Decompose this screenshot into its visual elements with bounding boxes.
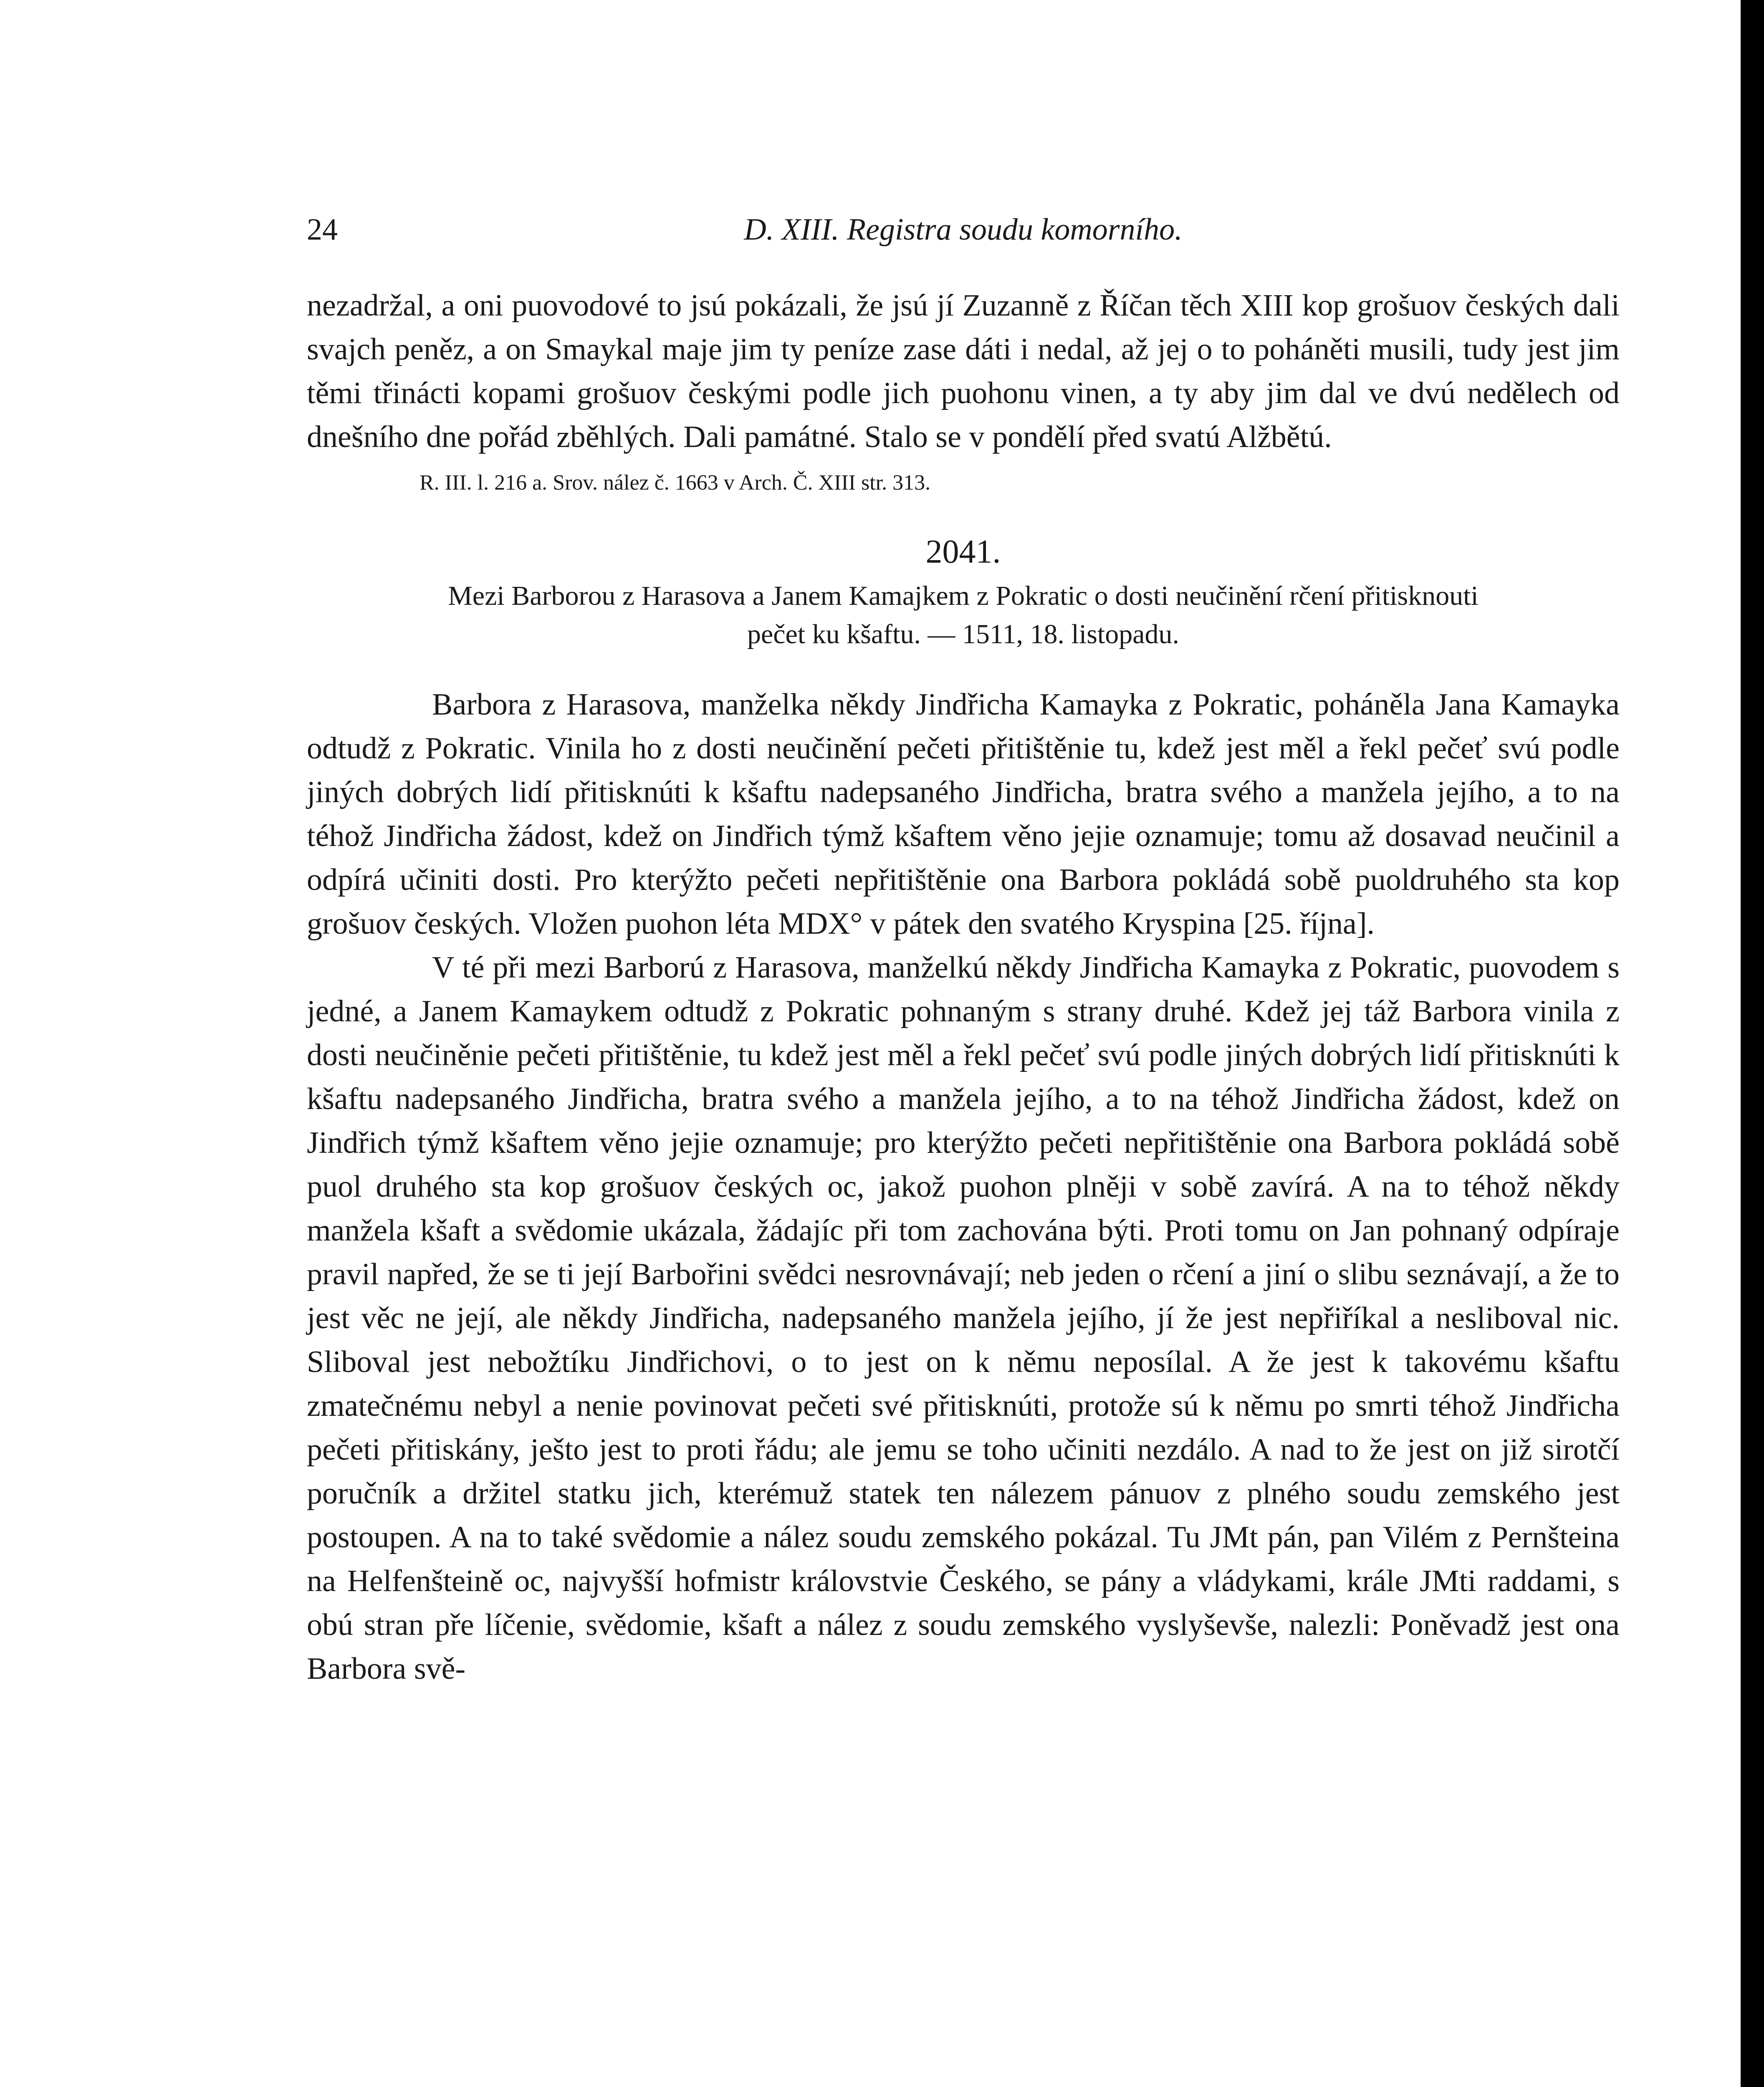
entry-paragraph-summons: Barbora z Harasova, manželka někdy Jindřicha Kamayka z Pokratic, poháněla Jana Kamayka odtudž z Pokratic. Vinila ho z dosti neučinění pečeti přitištěnie tu, kdež jest měl a řekl pečeť svú podle jiných dobrých lidí přitisknúti k kšaftu nadepsaného Jindřicha, bratra svého a manžela jejího, a to na téhož Jindřicha žádost, kdež on Jindřich týmž kšaftem věno jejie oznamuje; tomu až dosavad neučinil a odpírá učiniti dosti. Pro kterýžto pečeti nepřitištěnie ona Barbora pokládá sobě puoldruhého sta kop grošuov českých. Vložen puohon léta MDX° v pátek den svatého Kryspina [25. října]. (307, 687, 1620, 941)
entry-summary-line: pečet ku kšaftu. — 1511, 18. listopadu. (747, 619, 1180, 649)
entry-summary (307, 577, 1620, 654)
entry-paragraph-judgment: V té při mezi Barború z Harasova, manželkú někdy Jindřicha Kamayka z Pokratic, puovodem s jedné, a Janem Kamaykem odtudž z Pokratic pohnaným s strany druhé. Kdež jej táž Barbora vinila z dosti neučiněnie pečeti přitištěnie, tu kdež jest měl a řekl pečeť svú podle jiných dobrých lidí přitisknúti k kšaftu nadepsaného Jindřicha, bratra svého a manžela jejího, a to na téhož Jindřicha žádost, kdež on Jindřich týmž kšaftem věno jejie oznamuje; pro kterýžto pečeti nepřitištěnie ona Barbora pokládá sobě puol druhého sta kop grošuov českých oc, jakož puohon plněji v sobě zavírá. A na to téhož někdy manžela kšaft a svědomie ukázala, žádajíc při tom zachována býti. Proti tomu on Jan pohnaný odpíraje pravil napřed, že se ti její Barbořini svědci nesrovnávají; neb jeden o rčení a jiní o slibu seznávají, a že to jest věc ne její, ale někdy Jindřicha, nadepsaného manžela jejího, jí že jest nepřiříkal a nesliboval nic. Sliboval jest nebožtíku Jindřichovi, o to jest on k němu neposílal. A že jest k takovému kšaftu zmatečnému nebyl a nenie povinovat pečeti své přitisknúti, protože sú k němu po smrti téhož Jindřicha pečeti přitiskány, ješto jest to proti řádu; ale jemu se toho učiniti nezdálo. A nad to že jest on již sirotčí poručník a držitel statku jich, kterémuž statek ten nálezem pánuov z plného soudu zemského jest postoupen. A na to také svědomie a nález soudu zemského pokázal. Tu JMt pán, pan Vilém z Pernšteina na Helfenšteině oc, najvyšší hofmistr královstvie Českého, se pány a vládykami, krále JMti raddami, s obú stran pře líčenie, svědomie, kšaft a nález z soudu zemského vyslyševše, nalezli: Poněvadž jest ona Barbora svě- (307, 950, 1620, 1686)
page-content (307, 284, 1620, 1691)
reference-note: R. III. l. 216 a. Srov. nález č. 1663 v Arch. Č. XIII str. 313. (420, 471, 931, 495)
entry-summary-line: Mezi Barborou z Harasova a Janem Kamajkem z Pokratic o dosti neučinění rčení přitisknouti (448, 581, 1478, 611)
running-title: D. XIII. Registra soudu komorního. (744, 212, 1183, 247)
entry-number: 2041. (925, 533, 1001, 570)
continued-paragraph: nezadržal, a oni puovodové to jsú pokázali, že jsú jí Zuzanně z Říčan těch XIII kop grošuov českých dali svajch peněz, a on Smaykal maje jim ty peníze zase dáti i nedal, až jej o to poháněti musili, tudy jest jim těmi třinácti kopami grošuov českými podle jich puohonu vinen, a ty aby jim dal ve dvú nedělech od dnešního dne pořád zběhlých. Dali památné. Stalo se v pondělí před svatú Alžbětú. (307, 288, 1620, 454)
page-header (307, 211, 1620, 248)
page-number: 24 (307, 212, 338, 247)
